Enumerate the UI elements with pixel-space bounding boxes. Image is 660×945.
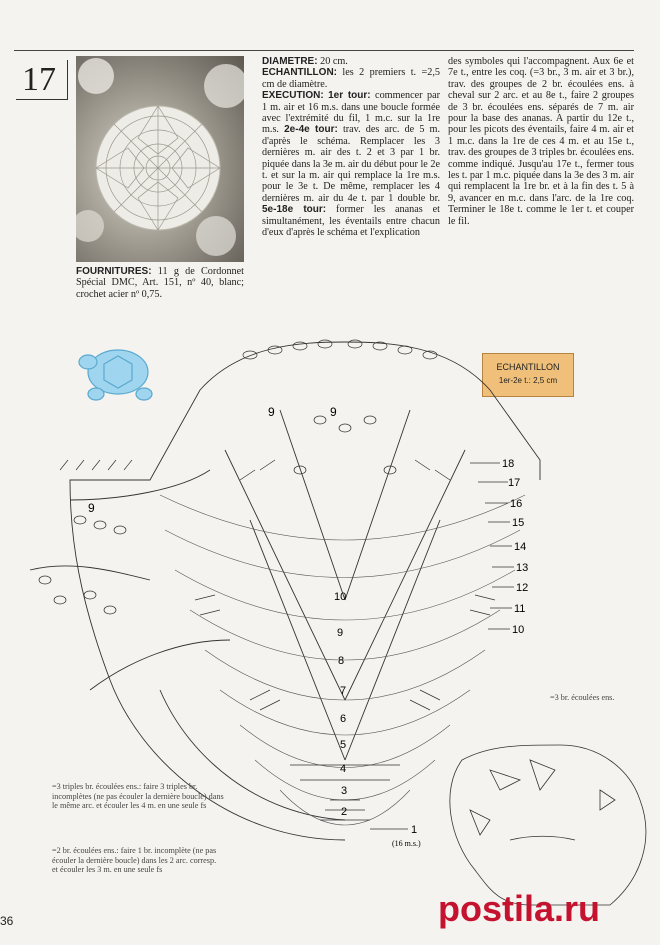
- tour518-text: former les ananas et simultanément, les éventails entre chacun d'eux d'après le schéma et l'explication: [262, 204, 440, 239]
- assembly-diagram: [450, 745, 646, 905]
- fournitures-label: FOURNITURES:: [76, 266, 152, 277]
- echantillon-value: les 2 premiers t. =2,5 cm de diamètre.: [262, 67, 440, 90]
- instructions-continued: des symboles qui l'accompagnent. Aux 6e et 7e t., entre les coq. (=3 br., 3 m. air et 3 br.), trav. des groupes de 2 br. écoulées ens. à cheval sur 2 arc. et au 8e t., faire 2 groupes de 3 br. écoulées ens. séparés de 7 m. air pour la base des ananas. A partir du 12e t., pour les picots des éventails, faire 4 m. air et 1 m.c. dans la 1re de ces 4 m. et au 15e t., trav. des groupes de 3 triples br. écoulées ens. comme indiqué. Jusqu'au 17e t., fermer tous les t. par 1 m.c. piquée dans la 3e des 3 m. air qui remplacent la 1re br. et à la fin des t. 5 à 9, avancer en m.c. dans l'arc. de la 1re coq. Terminer le 18e t. comme le 1er t. et couper le fil.: [448, 56, 634, 227]
- row-number-17: 17: [508, 477, 521, 489]
- row-number-10: 10: [512, 624, 525, 636]
- row-numbers-center: [334, 591, 347, 818]
- center-row-2: 2: [341, 806, 348, 818]
- tour1-text: commencer par 1 m. air et 16 m.s. dans une boucle formée avec l'extrémité du fil, 1 m.c. sur la 1re m.s.: [262, 90, 441, 136]
- row-number-14: 14: [514, 541, 527, 553]
- fournitures-body: 11 g de Cordonnet Spécial DMC, Art. 151, nº 40, blanc; crochet acier nº 0,75.: [76, 266, 245, 300]
- pineapple-label-3: 9: [88, 501, 95, 515]
- legend-triple: =3 triples br. écoulées ens.: faire 3 triples br. incomplètes (ne pas écouler la dernière boucle) dans le même arc. et écouler les 4 m. en une seule fs: [52, 782, 224, 811]
- pineapple-label-2: 9: [330, 405, 337, 419]
- center-row-9: 9: [337, 627, 344, 639]
- center-row-7: 7: [340, 685, 347, 697]
- echantillon-box-title: ECHANTILLON: [496, 362, 560, 372]
- row-number-13: 13: [516, 562, 529, 574]
- watermark: postila.ru: [438, 888, 601, 929]
- diametre-label: DIAMETRE:: [262, 56, 318, 67]
- pattern-number: 17: [16, 60, 68, 100]
- row-number-16: 16: [510, 498, 523, 510]
- echantillon-label: ECHANTILLON:: [262, 67, 337, 79]
- row1-note: (16 m.s.): [392, 839, 421, 848]
- row-number-1: 1: [411, 824, 418, 836]
- diametre-value: 20 cm.: [320, 56, 348, 67]
- row-number-11: 11: [514, 603, 526, 615]
- tour518-label: 5e-18e tour:: [262, 204, 327, 216]
- center-row-8: 8: [338, 655, 345, 667]
- row-number-15: 15: [512, 517, 525, 529]
- center-row-3: 3: [341, 785, 348, 797]
- legend-three-br: =3 br. écoulées ens.: [550, 693, 615, 702]
- tour24-label: 2e-4e tour:: [284, 124, 338, 136]
- echantillon-box-subtitle: 1er-2e t.: 2,5 cm: [498, 376, 558, 385]
- turtle-stamp: [79, 350, 152, 400]
- center-row-10: 10: [334, 591, 347, 603]
- row-numbers-right: [470, 458, 528, 636]
- center-row-4: 4: [340, 763, 347, 775]
- center-row-6: 6: [340, 713, 347, 725]
- tour1-label: 1er tour:: [328, 90, 371, 102]
- fan-outline: [30, 342, 540, 840]
- row-number-18: 18: [502, 458, 515, 470]
- page-number: 36: [0, 914, 14, 928]
- center-row-5: 5: [340, 739, 347, 751]
- stitch-marks: [60, 460, 495, 820]
- tour24-text: trav. des arc. de 5 m. d'après le schéma. Remplacer les 3 dernières m. air des t. 2 et 3 par 1 br. piquée dans la 3e m. air du début pour le 2e t. et sur la m. air qui remplace la 1re m.s. pour le 3e t. De même, remplacer les 4 dernières m. air du 4e t. par 1 double br.: [262, 124, 441, 204]
- legend-double: =2 br. écoulées ens.: faire 1 br. incomplète (ne pas écouler la dernière boucle) dans les 2 arc. corresp. et écouler les 3 m. en une seule fs: [52, 846, 217, 875]
- execution-label: EXECUTION:: [262, 90, 324, 102]
- pineapple-label-1: 9: [268, 405, 275, 419]
- row-number-12: 12: [516, 582, 529, 594]
